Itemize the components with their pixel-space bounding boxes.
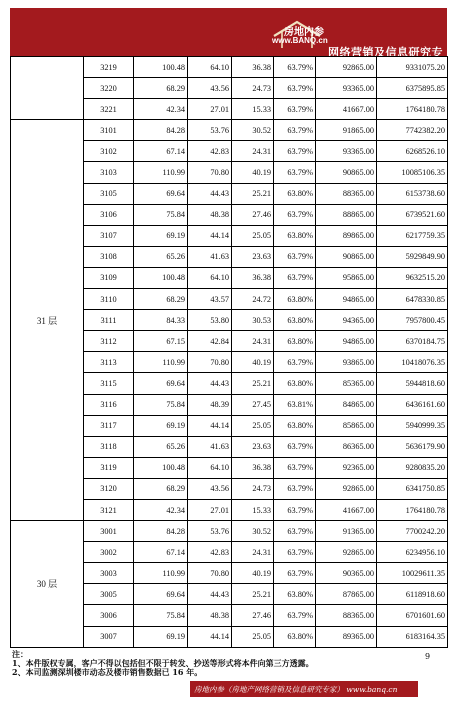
building-area-cell: 69.64: [134, 183, 188, 204]
building-area-cell: 68.29: [134, 289, 188, 310]
inner-area-cell: 64.10: [188, 457, 232, 478]
total-price-cell: 6370184.75: [377, 331, 448, 352]
inner-area-cell: 70.80: [188, 162, 232, 183]
floor-label: 30 层: [11, 521, 84, 648]
shared-area-cell: 24.73: [232, 78, 274, 99]
total-price-cell: 10418076.35: [377, 352, 448, 373]
building-area-cell: 67.14: [134, 542, 188, 563]
shared-area-cell: 23.63: [232, 436, 274, 457]
unit-price-cell: 90365.00: [316, 563, 377, 584]
unit-price-cell: 94365.00: [316, 310, 377, 331]
inner-area-cell: 64.10: [188, 57, 232, 78]
unit-price-cell: 92865.00: [316, 542, 377, 563]
building-area-cell: 69.19: [134, 225, 188, 246]
total-price-cell: 5636179.90: [377, 436, 448, 457]
building-area-cell: 65.26: [134, 246, 188, 267]
floor-label: 31 层: [11, 120, 84, 521]
shared-area-cell: 36.38: [232, 57, 274, 78]
inner-area-cell: 41.63: [188, 436, 232, 457]
efficiency-rate-cell: 63.79%: [274, 120, 316, 141]
shared-area-cell: 36.38: [232, 267, 274, 288]
unit-price-cell: 93365.00: [316, 141, 377, 162]
room-number-cell: 3115: [84, 373, 134, 394]
building-area-cell: 100.48: [134, 57, 188, 78]
building-area-cell: 84.28: [134, 521, 188, 542]
building-area-cell: 67.15: [134, 331, 188, 352]
notes-block: [10, 650, 417, 678]
inner-area-cell: 44.14: [188, 415, 232, 436]
room-number-cell: 3109: [84, 267, 134, 288]
table-body: [11, 57, 448, 648]
shared-area-cell: 25.21: [232, 373, 274, 394]
inner-area-cell: 41.63: [188, 246, 232, 267]
unit-price-cell: 95865.00: [316, 267, 377, 288]
table-row: [11, 120, 448, 141]
efficiency-rate-cell: 63.79%: [274, 542, 316, 563]
price-table: [10, 56, 448, 648]
room-number-cell: 3219: [84, 57, 134, 78]
inner-area-cell: 48.38: [188, 204, 232, 225]
total-price-cell: 6436161.60: [377, 394, 448, 415]
room-number-cell: 3106: [84, 204, 134, 225]
unit-price-cell: 87865.00: [316, 584, 377, 605]
room-number-cell: 3101: [84, 120, 134, 141]
efficiency-rate-cell: 63.80%: [274, 626, 316, 647]
efficiency-rate-cell: 63.79%: [274, 162, 316, 183]
efficiency-rate-cell: 63.80%: [274, 584, 316, 605]
building-area-cell: 110.99: [134, 563, 188, 584]
unit-price-cell: 89865.00: [316, 225, 377, 246]
total-price-cell: 6375895.85: [377, 78, 448, 99]
efficiency-rate-cell: 63.79%: [274, 57, 316, 78]
building-area-cell: 69.64: [134, 584, 188, 605]
shared-area-cell: 27.45: [232, 394, 274, 415]
building-area-cell: 68.29: [134, 78, 188, 99]
shared-area-cell: 40.19: [232, 352, 274, 373]
shared-area-cell: 36.38: [232, 457, 274, 478]
room-number-cell: 3221: [84, 99, 134, 120]
shared-area-cell: 25.05: [232, 415, 274, 436]
brand-name: 房地内参: [284, 27, 324, 38]
unit-price-cell: 91365.00: [316, 521, 377, 542]
unit-price-cell: 94865.00: [316, 331, 377, 352]
unit-price-cell: 85365.00: [316, 373, 377, 394]
room-number-cell: 3121: [84, 499, 134, 520]
total-price-cell: 7742382.20: [377, 120, 448, 141]
inner-area-cell: 70.80: [188, 563, 232, 584]
efficiency-rate-cell: 63.79%: [274, 204, 316, 225]
room-number-cell: 3118: [84, 436, 134, 457]
efficiency-rate-cell: 63.79%: [274, 78, 316, 99]
efficiency-rate-cell: 63.79%: [274, 246, 316, 267]
notes-title: 注：: [12, 649, 28, 659]
inner-area-cell: 43.57: [188, 289, 232, 310]
efficiency-rate-cell: 63.79%: [274, 521, 316, 542]
inner-area-cell: 44.14: [188, 225, 232, 246]
room-number-cell: 3116: [84, 394, 134, 415]
efficiency-rate-cell: 63.79%: [274, 99, 316, 120]
room-number-cell: 3117: [84, 415, 134, 436]
building-area-cell: 75.84: [134, 204, 188, 225]
room-number-cell: 3002: [84, 542, 134, 563]
unit-price-cell: 93865.00: [316, 352, 377, 373]
page-footer: [190, 681, 418, 697]
total-price-cell: 6739521.60: [377, 204, 448, 225]
efficiency-rate-cell: 63.79%: [274, 436, 316, 457]
unit-price-cell: 41667.00: [316, 499, 377, 520]
room-number-cell: 3108: [84, 246, 134, 267]
unit-price-cell: 90865.00: [316, 246, 377, 267]
inner-area-cell: 43.56: [188, 78, 232, 99]
shared-area-cell: 23.63: [232, 246, 274, 267]
inner-area-cell: 70.80: [188, 352, 232, 373]
shared-area-cell: 15.33: [232, 499, 274, 520]
inner-area-cell: 27.01: [188, 99, 232, 120]
efficiency-rate-cell: 63.80%: [274, 289, 316, 310]
shared-area-cell: 30.52: [232, 120, 274, 141]
room-number-cell: 3112: [84, 331, 134, 352]
note-item-1: 1、本件版权专属，客户不得以包括但不限于转发、抄送等形式将本件向第三方透露。: [12, 658, 314, 668]
total-price-cell: 5944818.60: [377, 373, 448, 394]
room-number-cell: 3110: [84, 289, 134, 310]
total-price-cell: 6701601.60: [377, 605, 448, 626]
brand-site: www.BANQ.cn: [272, 36, 328, 45]
shared-area-cell: 30.53: [232, 310, 274, 331]
efficiency-rate-cell: 63.79%: [274, 457, 316, 478]
shared-area-cell: 27.46: [232, 605, 274, 626]
unit-price-cell: 94865.00: [316, 289, 377, 310]
building-area-cell: 110.99: [134, 162, 188, 183]
shared-area-cell: 30.52: [232, 521, 274, 542]
total-price-cell: 6478330.85: [377, 289, 448, 310]
inner-area-cell: 48.38: [188, 605, 232, 626]
unit-price-cell: 86365.00: [316, 436, 377, 457]
efficiency-rate-cell: 63.81%: [274, 394, 316, 415]
shared-area-cell: 25.21: [232, 183, 274, 204]
total-price-cell: 6268526.10: [377, 141, 448, 162]
building-area-cell: 67.14: [134, 141, 188, 162]
shared-area-cell: 25.21: [232, 584, 274, 605]
total-price-cell: 10029611.35: [377, 563, 448, 584]
shared-area-cell: 27.46: [232, 204, 274, 225]
room-number-cell: 3105: [84, 183, 134, 204]
inner-area-cell: 44.14: [188, 626, 232, 647]
note-item-2: 2、本司监测深圳楼市动态及楼市销售数据已 16 年。: [12, 667, 203, 677]
inner-area-cell: 44.43: [188, 584, 232, 605]
building-area-cell: 84.28: [134, 120, 188, 141]
total-price-cell: 7700242.20: [377, 521, 448, 542]
total-price-cell: 9280835.20: [377, 457, 448, 478]
building-area-cell: 68.29: [134, 478, 188, 499]
room-number-cell: 3006: [84, 605, 134, 626]
building-area-cell: 100.48: [134, 457, 188, 478]
inner-area-cell: 53.76: [188, 120, 232, 141]
building-area-cell: 69.64: [134, 373, 188, 394]
building-area-cell: 75.84: [134, 394, 188, 415]
total-price-cell: 5940999.35: [377, 415, 448, 436]
building-area-cell: 65.26: [134, 436, 188, 457]
room-number-cell: 3107: [84, 225, 134, 246]
efficiency-rate-cell: 63.80%: [274, 225, 316, 246]
building-area-cell: 69.19: [134, 415, 188, 436]
efficiency-rate-cell: 63.79%: [274, 141, 316, 162]
building-area-cell: 42.34: [134, 499, 188, 520]
inner-area-cell: 53.80: [188, 310, 232, 331]
efficiency-rate-cell: 63.79%: [274, 499, 316, 520]
unit-price-cell: 92865.00: [316, 57, 377, 78]
unit-price-cell: 89365.00: [316, 626, 377, 647]
page-number: 9: [425, 652, 431, 661]
room-number-cell: 3119: [84, 457, 134, 478]
table-row: [11, 57, 448, 78]
inner-area-cell: 42.83: [188, 141, 232, 162]
total-price-cell: 7957800.45: [377, 310, 448, 331]
building-area-cell: 42.34: [134, 99, 188, 120]
unit-price-cell: 93365.00: [316, 78, 377, 99]
inner-area-cell: 27.01: [188, 499, 232, 520]
total-price-cell: 5929849.90: [377, 246, 448, 267]
shared-area-cell: 24.31: [232, 542, 274, 563]
efficiency-rate-cell: 63.80%: [274, 331, 316, 352]
total-price-cell: 6234956.10: [377, 542, 448, 563]
efficiency-rate-cell: 63.79%: [274, 267, 316, 288]
efficiency-rate-cell: 63.79%: [274, 478, 316, 499]
building-area-cell: 69.19: [134, 626, 188, 647]
floor-label: [11, 57, 84, 120]
inner-area-cell: 44.43: [188, 183, 232, 204]
total-price-cell: 6183164.35: [377, 626, 448, 647]
room-number-cell: 3005: [84, 584, 134, 605]
shared-area-cell: 24.31: [232, 331, 274, 352]
room-number-cell: 3111: [84, 310, 134, 331]
room-number-cell: 3113: [84, 352, 134, 373]
efficiency-rate-cell: 63.80%: [274, 373, 316, 394]
building-area-cell: 100.48: [134, 267, 188, 288]
unit-price-cell: 88365.00: [316, 183, 377, 204]
brand-slogan: 网络营销及信息研究专家: [328, 46, 443, 75]
total-price-cell: 10085106.35: [377, 162, 448, 183]
unit-price-cell: 88865.00: [316, 204, 377, 225]
efficiency-rate-cell: 63.80%: [274, 310, 316, 331]
shared-area-cell: 40.19: [232, 162, 274, 183]
shared-area-cell: 24.31: [232, 141, 274, 162]
inner-area-cell: 64.10: [188, 267, 232, 288]
shared-area-cell: 25.05: [232, 626, 274, 647]
shared-area-cell: 25.05: [232, 225, 274, 246]
building-area-cell: 110.99: [134, 352, 188, 373]
shared-area-cell: 24.73: [232, 478, 274, 499]
inner-area-cell: 48.39: [188, 394, 232, 415]
room-number-cell: 3120: [84, 478, 134, 499]
shared-area-cell: 24.72: [232, 289, 274, 310]
building-area-cell: 84.33: [134, 310, 188, 331]
unit-price-cell: 88365.00: [316, 605, 377, 626]
total-price-cell: 6341750.85: [377, 478, 448, 499]
unit-price-cell: 90865.00: [316, 162, 377, 183]
unit-price-cell: 84865.00: [316, 394, 377, 415]
room-number-cell: 3103: [84, 162, 134, 183]
unit-price-cell: 92365.00: [316, 457, 377, 478]
total-price-cell: 6217759.35: [377, 225, 448, 246]
room-number-cell: 3007: [84, 626, 134, 647]
building-area-cell: 75.84: [134, 605, 188, 626]
efficiency-rate-cell: 63.80%: [274, 415, 316, 436]
inner-area-cell: 42.83: [188, 542, 232, 563]
inner-area-cell: 53.76: [188, 521, 232, 542]
total-price-cell: 9632515.20: [377, 267, 448, 288]
unit-price-cell: 85865.00: [316, 415, 377, 436]
table-row: [11, 521, 448, 542]
efficiency-rate-cell: 63.80%: [274, 183, 316, 204]
total-price-cell: 1764180.78: [377, 499, 448, 520]
inner-area-cell: 44.43: [188, 373, 232, 394]
room-number-cell: 3102: [84, 141, 134, 162]
shared-area-cell: 15.33: [232, 99, 274, 120]
inner-area-cell: 42.84: [188, 331, 232, 352]
room-number-cell: 3001: [84, 521, 134, 542]
efficiency-rate-cell: 63.79%: [274, 605, 316, 626]
total-price-cell: 1764180.78: [377, 99, 448, 120]
total-price-cell: 6153738.60: [377, 183, 448, 204]
inner-area-cell: 43.56: [188, 478, 232, 499]
efficiency-rate-cell: 63.79%: [274, 563, 316, 584]
unit-price-cell: 92865.00: [316, 478, 377, 499]
total-price-cell: 6118918.60: [377, 584, 448, 605]
unit-price-cell: 41667.00: [316, 99, 377, 120]
shared-area-cell: 40.19: [232, 563, 274, 584]
room-number-cell: 3220: [84, 78, 134, 99]
total-price-cell: 9331075.20: [377, 57, 448, 78]
unit-price-cell: 91865.00: [316, 120, 377, 141]
efficiency-rate-cell: 63.79%: [274, 352, 316, 373]
room-number-cell: 3003: [84, 563, 134, 584]
footer-text: 房地内参（房地产网络营销及信息研究专家） www.banq.cn: [194, 685, 398, 694]
